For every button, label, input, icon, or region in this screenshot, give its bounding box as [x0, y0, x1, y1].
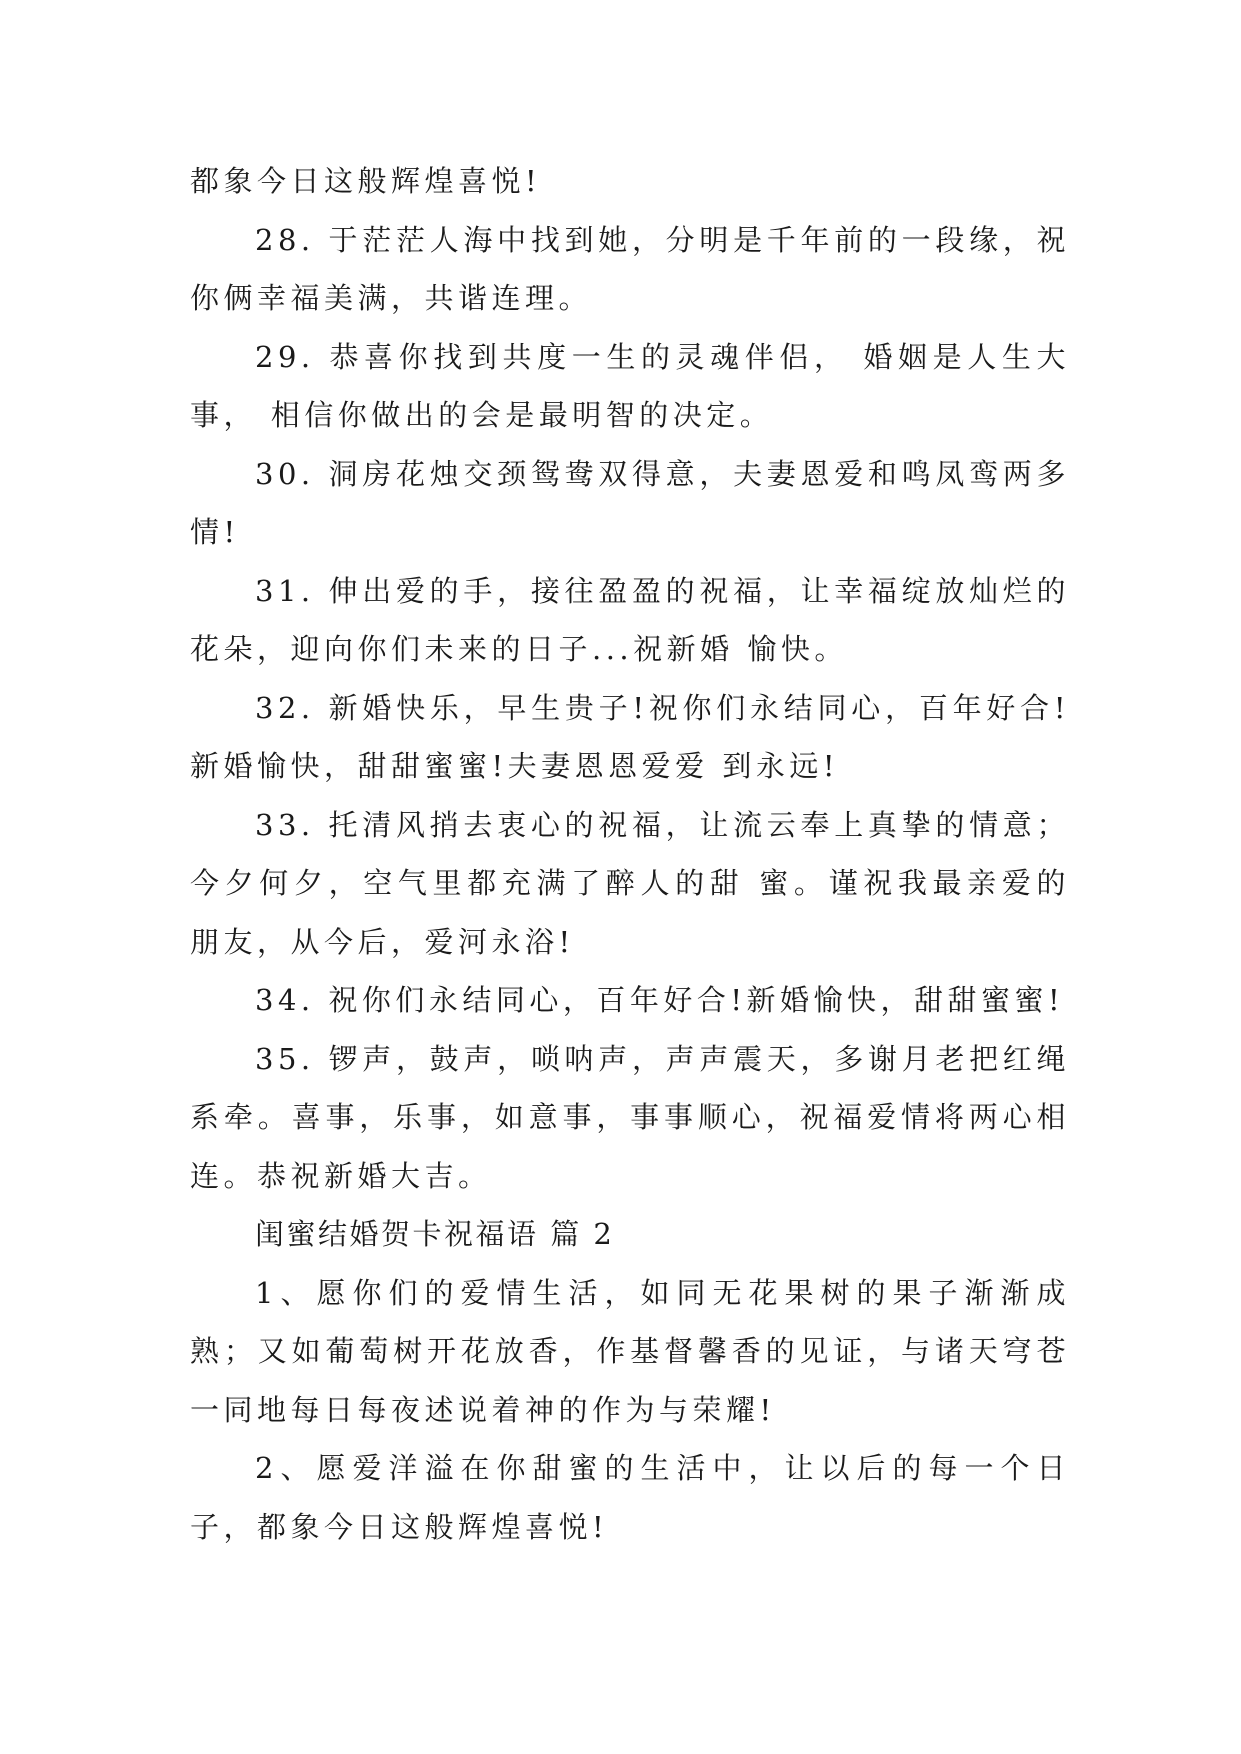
paragraph-item-35: 35. 锣声，鼓声，唢呐声，声声震天，多谢月老把红绳系牵。喜事，乐事，如意事，事事顺心，祝福爱情将两心相连。恭祝新婚大吉。 — [190, 1041, 1070, 1193]
paragraph-item-28: 28. 于茫茫人海中找到她，分明是千年前的一段缘，祝你俩幸福美满，共谐连理。 — [190, 222, 1070, 315]
document-body — [190, 152, 1070, 1556]
paragraph-item-31: 31. 伸出爱的手，接往盈盈的祝福，让幸福绽放灿烂的花朵，迎向你们未来的日子...祝新婚 愉快。 — [190, 573, 1070, 666]
paragraph-item-1: 1、愿你们的爱情生活，如同无花果树的果子渐渐成熟；又如葡萄树开花放香，作基督馨香的见证，与诸天穹苍一同地每日每夜述说着神的作为与荣耀! — [190, 1275, 1070, 1427]
paragraph-item-34: 34. 祝你们永结同心，百年好合!新婚愉快，甜甜蜜蜜! — [255, 983, 1065, 1017]
paragraph-item-2: 2、愿爱洋溢在你甜蜜的生活中，让以后的每一个日子，都象今日这般辉煌喜悦! — [190, 1451, 1070, 1544]
paragraph-item-33: 33. 托清风捎去衷心的祝福，让流云奉上真挚的情意；今夕何夕，空气里都充满了醉人的甜 蜜。谨祝我最亲爱的朋友，从今后，爱河永浴! — [190, 807, 1070, 959]
paragraph-item-32: 32. 新婚快乐，早生贵子!祝你们永结同心，百年好合!新婚愉快，甜甜蜜蜜!夫妻恩恩爱爱 到永远! — [190, 690, 1070, 783]
paragraph-continuation: 都象今日这般辉煌喜悦! — [190, 164, 542, 198]
paragraph-item-29: 29. 恭喜你找到共度一生的灵魂伴侣， 婚姻是人生大事， 相信你做出的会是最明智的决定。 — [190, 339, 1070, 432]
paragraph-item-30: 30. 洞房花烛交颈鸳鸯双得意，夫妻恩爱和鸣凤鸾两多情! — [190, 456, 1070, 549]
section-heading: 闺蜜结婚贺卡祝福语 篇 2 — [255, 1217, 615, 1251]
